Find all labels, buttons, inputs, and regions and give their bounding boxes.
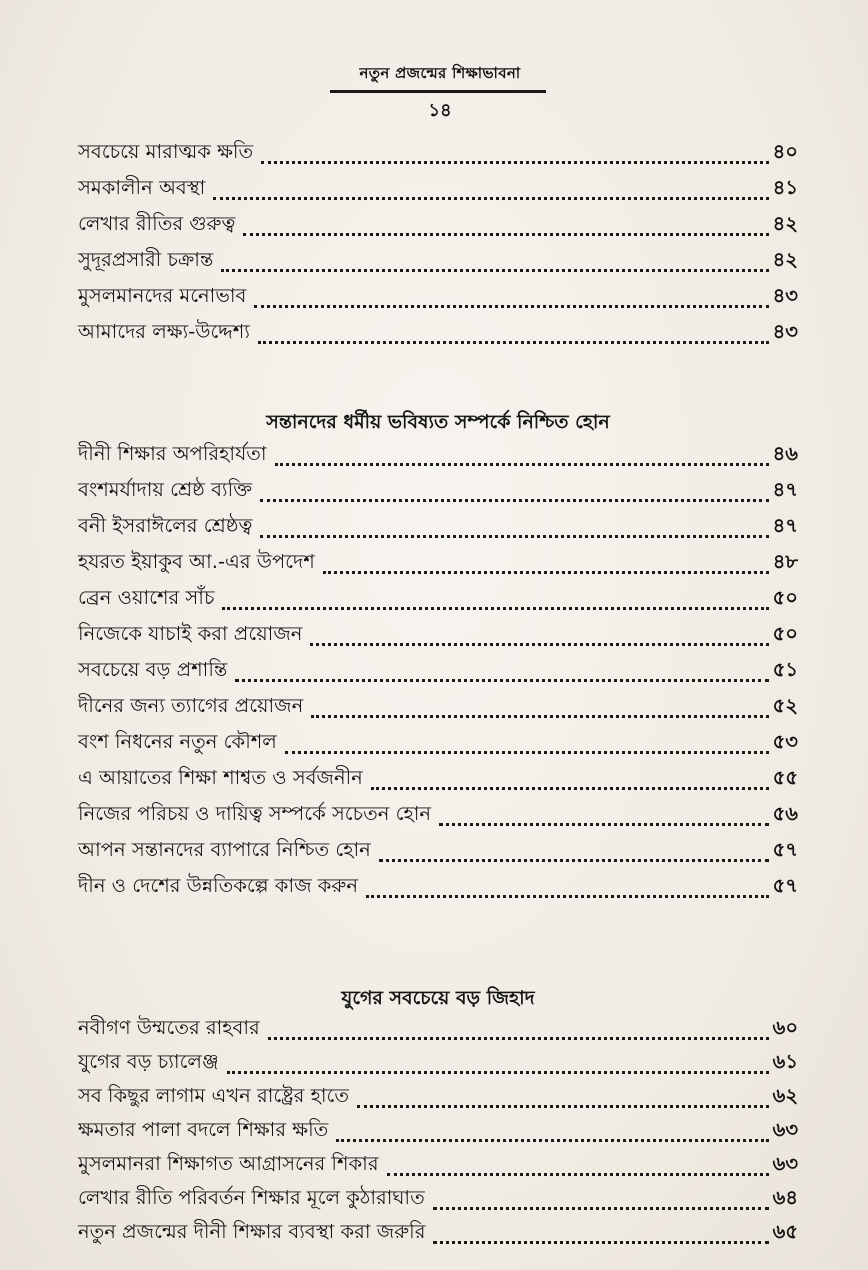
entry-page: ৫০: [772, 622, 798, 645]
toc-entry: [78, 208, 798, 242]
entry-title: আমাদের লক্ষ্য-উদ্দেশ্য: [78, 320, 250, 343]
entry-title: দীনী শিক্ষার অপরিহার্যতা: [78, 442, 267, 465]
dot-leader: [268, 1037, 769, 1040]
entry-title: বনী ইসরাঈলের শ্রেষ্ঠত্ব: [78, 514, 253, 537]
entry-title: মুসলমানদের মনোভাব: [78, 284, 247, 307]
toc-entry: [78, 280, 798, 314]
entry-title: সব কিছুর লাগাম এখন রাষ্ট্রের হাতে: [78, 1084, 349, 1107]
toc-entry: [78, 582, 798, 616]
entry-title: নবীগণ উম্মতের রাহবার: [78, 1016, 260, 1039]
entry-title: যুগের বড় চ্যালেঞ্জ: [78, 1050, 219, 1073]
toc-entry: [78, 474, 798, 508]
toc-entry: [78, 762, 798, 796]
toc-entry: [78, 1182, 798, 1216]
page-number: ১৪: [428, 100, 452, 121]
dot-leader: [310, 643, 768, 646]
entry-page: ৪৭: [772, 478, 798, 501]
toc-entry: [78, 172, 798, 206]
toc-entry: [78, 438, 798, 472]
entry-page: ৫৩: [772, 730, 798, 753]
header-rule: [330, 90, 546, 93]
dot-leader: [311, 715, 768, 718]
dot-leader: [221, 269, 768, 272]
entry-page: ৫২: [772, 694, 798, 717]
toc-entry: [78, 618, 798, 652]
toc-entry: [78, 1080, 798, 1114]
dot-leader: [227, 1071, 769, 1074]
entry-title: আপন সন্তানদের ব্যাপারে নিশ্চিত হোন: [78, 838, 371, 861]
entry-title: এ আয়াতের শিক্ষা শাশ্বত ও সর্বজনীন: [78, 766, 363, 789]
toc-entry: [78, 726, 798, 760]
dot-leader: [235, 679, 768, 682]
entry-page: ৪২: [772, 212, 798, 235]
toc-entry: [78, 1046, 798, 1080]
entry-page: ৪৭: [772, 514, 798, 537]
dot-leader: [323, 571, 769, 574]
toc-entry: [78, 244, 798, 278]
entry-page: ৫৫: [772, 766, 798, 789]
toc-entry: [78, 1114, 798, 1148]
entry-title: বংশমর্যাদায় শ্রেষ্ঠ ব্যক্তি: [78, 478, 253, 501]
entry-page: ৪৬: [772, 442, 798, 465]
entry-page: ৫৬: [772, 802, 798, 825]
entry-page: ৪০: [772, 140, 798, 163]
entry-page: ৬৫: [772, 1220, 798, 1243]
dot-leader: [336, 1139, 768, 1142]
entry-title: হযরত ইয়াকুব আ.-এর উপদেশ: [78, 550, 315, 573]
entry-title: লেখার রীতির গুরুত্ব: [78, 212, 236, 235]
entry-page: ৬০: [772, 1016, 798, 1039]
entry-title: মুসলমানরা শিক্ষাগত আগ্রাসনের শিকার: [78, 1152, 379, 1175]
toc-entry: [78, 690, 798, 724]
entry-title: ব্রেন ওয়াশের সাঁচ: [78, 586, 215, 609]
dot-leader: [387, 1173, 769, 1176]
section-heading: যুগের সবচেয়ে বড় জিহাদ: [341, 987, 535, 1009]
toc-entry: [78, 1148, 798, 1182]
entry-page: ৫৭: [772, 838, 798, 861]
dot-leader: [261, 161, 769, 164]
entry-page: ৬৩: [772, 1118, 798, 1141]
dot-leader: [260, 535, 768, 538]
entry-title: লেখার রীতি পরিবর্তন শিক্ষার মূলে কুঠারাঘাত: [78, 1186, 425, 1209]
entry-page: ৬২: [772, 1084, 798, 1107]
toc-entry: [78, 870, 798, 904]
entry-title: সমকালীন অবস্থা: [78, 176, 206, 199]
entry-title: দীন ও দেশের উন্নতিকল্পে কাজ করুন: [78, 874, 358, 897]
dot-leader: [243, 233, 768, 236]
dot-leader: [357, 1105, 769, 1108]
dot-leader: [258, 341, 769, 344]
toc-entry: [78, 654, 798, 688]
toc-entry: [78, 510, 798, 544]
dot-leader: [222, 607, 768, 610]
dot-leader: [213, 197, 768, 200]
entry-title: নতুন প্রজন্মের দীনী শিক্ষার ব্যবস্থা করা জরুরি: [78, 1220, 426, 1243]
dot-leader: [439, 823, 769, 826]
entry-title: সবচেয়ে বড় প্রশান্তি: [78, 658, 228, 681]
dot-leader: [366, 895, 769, 898]
entry-page: ৬৩: [772, 1152, 798, 1175]
dot-leader: [275, 463, 769, 466]
entry-title: দীনের জন্য ত্যাগের প্রয়োজন: [78, 694, 304, 717]
section-heading: সন্তানদের ধর্মীয় ভবিষ্যত সম্পর্কে নিশ্চিত হোন: [266, 411, 610, 433]
entry-title: সবচেয়ে মারাত্মক ক্ষতি: [78, 140, 254, 163]
entry-title: বংশ নিধনের নতুন কৌশল: [78, 730, 277, 753]
toc-entry: [78, 834, 798, 868]
entry-page: ৬১: [772, 1050, 798, 1073]
toc-entry: [78, 1012, 798, 1046]
entry-page: ৬৪: [772, 1186, 798, 1209]
entry-page: ৫১: [772, 658, 798, 681]
running-head: নতুন প্রজন্মের শিক্ষাভাবনা: [359, 64, 521, 82]
dot-leader: [371, 787, 769, 790]
toc-entry: [78, 136, 798, 170]
entry-title: ক্ষমতার পালা বদলে শিক্ষার ক্ষতি: [78, 1118, 329, 1141]
dot-leader: [285, 751, 769, 754]
toc-entry: [78, 546, 798, 580]
entry-page: ৪১: [772, 176, 798, 199]
entry-page: ৪৮: [772, 550, 798, 573]
toc-entry: [78, 316, 798, 350]
entry-page: ৫৭: [772, 874, 798, 897]
entry-title: নিজেকে যাচাই করা প্রয়োজন: [78, 622, 303, 645]
entry-page: ৫০: [772, 586, 798, 609]
entry-title: সুদূরপ্রসারী চক্রান্ত: [78, 248, 214, 271]
dot-leader: [254, 305, 768, 308]
toc-entry: [78, 798, 798, 832]
dot-leader: [433, 1241, 768, 1244]
dot-leader: [379, 859, 769, 862]
dot-leader: [433, 1207, 769, 1210]
entry-title: নিজের পরিচয় ও দায়িত্ব সম্পর্কে সচেতন হোন: [78, 802, 432, 825]
toc-entry: [78, 1216, 798, 1250]
entry-page: ৪২: [772, 248, 798, 271]
entry-page: ৪৩: [772, 284, 798, 307]
dot-leader: [260, 499, 769, 502]
entry-page: ৪৩: [772, 320, 798, 343]
